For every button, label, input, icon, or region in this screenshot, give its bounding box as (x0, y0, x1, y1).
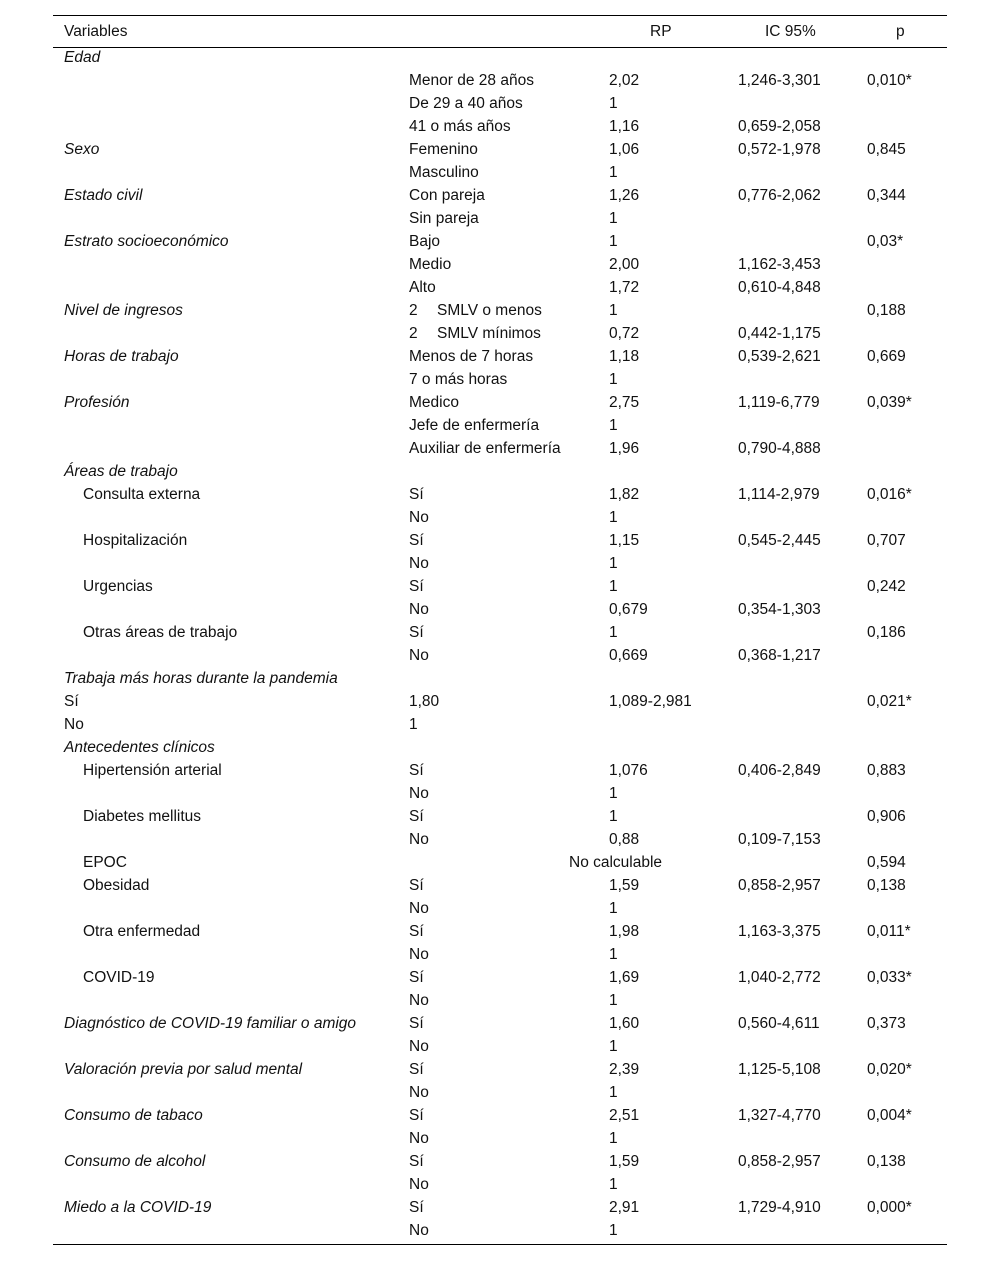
variable-cell: Horas de trabajo (64, 348, 179, 365)
variable-cell: Otras áreas de trabajo (83, 624, 238, 641)
variable-cell: No (64, 716, 84, 733)
rp-cell: 0,679 (609, 601, 648, 618)
category-cell: Alto (409, 279, 436, 296)
category-cell: 7 o más horas (409, 371, 508, 388)
variable-cell: Obesidad (83, 877, 150, 894)
ic95-cell: 1,125-5,108 (738, 1061, 821, 1078)
rp-cell: 1 (609, 578, 618, 595)
ic95-cell: 0,354-1,303 (738, 601, 821, 618)
p-value-cell: 0,707 (867, 532, 906, 549)
category-cell: No (409, 555, 429, 572)
ic95-cell: 0,790-4,888 (738, 440, 821, 457)
rp-cell: 1 (609, 1038, 618, 1055)
rp-cell: 0,88 (609, 831, 640, 848)
table-row (53, 1152, 947, 1175)
category-text: SMLV o menos (437, 302, 542, 319)
rp-cell: 1 (609, 509, 618, 526)
table-row (53, 1060, 947, 1083)
variable-cell: Antecedentes clínicos (64, 739, 215, 756)
category-cell: Sí (409, 578, 424, 595)
table-row (53, 715, 947, 738)
ic95-cell: 0,406-2,849 (738, 762, 821, 779)
category-cell: No (409, 647, 429, 664)
category-cell: Sí (409, 762, 424, 779)
category-cell (409, 302, 542, 320)
table-row (53, 1083, 947, 1106)
ic95-cell: 1,040-2,772 (738, 969, 821, 986)
category-cell: Sí (409, 532, 424, 549)
table-row (53, 922, 947, 945)
p-value-cell: 0,010* (867, 72, 912, 89)
rp-cell: 1,72 (609, 279, 640, 296)
variable-cell: Trabaja más horas durante la pandemia (64, 670, 338, 687)
variable-cell: Edad (64, 49, 101, 66)
p-value-cell: 0,000* (867, 1199, 912, 1216)
table-row (53, 94, 947, 117)
rp-cell: 1,98 (609, 923, 640, 940)
variable-cell: Urgencias (83, 578, 153, 595)
p-value-cell: 0,03* (867, 233, 904, 250)
table-row (53, 140, 947, 163)
category-cell: Masculino (409, 164, 479, 181)
rp-cell: 2,91 (609, 1199, 640, 1216)
ic95-cell: 1,163-3,375 (738, 923, 821, 940)
rp-cell: 1,60 (609, 1015, 640, 1032)
ic95-cell: 0,368-1,217 (738, 647, 821, 664)
category-text: SMLV mínimos (437, 325, 541, 342)
table-row (53, 324, 947, 347)
p-value-cell: 0,011* (867, 923, 911, 940)
variable-cell: Sí (64, 693, 79, 710)
category-cell: Bajo (409, 233, 441, 250)
p-value-cell: 0,039* (867, 394, 912, 411)
rp-cell: 2,51 (609, 1107, 640, 1124)
p-value-cell: 0,186 (867, 624, 906, 641)
table-row (53, 669, 947, 692)
category-cell: Sí (409, 969, 424, 986)
ic95-cell: 1,729-4,910 (738, 1199, 821, 1216)
rp-cell: 1 (609, 808, 618, 825)
category-cell: No (409, 1130, 429, 1147)
category-cell: Sí (409, 923, 424, 940)
table-row (53, 531, 947, 554)
header-p: p (896, 23, 905, 40)
category-cell: Femenino (409, 141, 478, 158)
table-row (53, 784, 947, 807)
p-value-cell: 0,883 (867, 762, 906, 779)
variable-cell: Miedo a la COVID-19 (64, 1199, 212, 1216)
category-cell: No (409, 1084, 429, 1101)
table-row (53, 439, 947, 462)
table-row (53, 48, 947, 71)
table-row (53, 1014, 947, 1037)
category-number: 2 (409, 325, 418, 342)
rp-cell: 1,59 (609, 1153, 640, 1170)
table-row (53, 117, 947, 140)
table-row (53, 646, 947, 669)
category-cell: Jefe de enfermería (409, 417, 540, 434)
rp-cell: 1,18 (609, 348, 640, 365)
p-value-cell: 0,033* (867, 969, 912, 986)
p-value-cell: 0,906 (867, 808, 906, 825)
header-ic95: IC 95% (765, 23, 816, 40)
rp-cell: 1,82 (609, 486, 640, 503)
ic95-cell: 0,442-1,175 (738, 325, 821, 342)
rp-cell: 0,72 (609, 325, 640, 342)
table-row (53, 1037, 947, 1060)
p-value-cell: 0,845 (867, 141, 906, 158)
table-row (53, 899, 947, 922)
rp-cell: 1 (609, 624, 618, 641)
rp-cell: 1 (609, 417, 618, 434)
category-number: 2 (409, 302, 418, 319)
header-rp: RP (650, 23, 672, 40)
table-body (53, 48, 947, 1244)
rp-cell: 1 (609, 1222, 618, 1239)
results-table (53, 15, 947, 1245)
ic95-cell: 0,610-4,848 (738, 279, 821, 296)
table-row (53, 370, 947, 393)
rp-cell: 1 (609, 233, 618, 250)
category-cell: Sin pareja (409, 210, 479, 227)
ic95-cell: 0,659-2,058 (738, 118, 821, 135)
table-row (53, 278, 947, 301)
rp-cell: 1 (609, 900, 618, 917)
table-row (53, 416, 947, 439)
category-cell: Sí (409, 1015, 424, 1032)
category-cell: No (409, 1038, 429, 1055)
category-cell: No (409, 1176, 429, 1193)
variable-cell: Sexo (64, 141, 100, 158)
ic95-cell: 1,162-3,453 (738, 256, 821, 273)
category-cell: Con pareja (409, 187, 485, 204)
table-row (53, 209, 947, 232)
table-row (53, 255, 947, 278)
category-cell: De 29 a 40 años (409, 95, 523, 112)
ic95-cell: 0,539-2,621 (738, 348, 821, 365)
rp-cell: 2,39 (609, 1061, 640, 1078)
category-cell: Menor de 28 años (409, 72, 534, 89)
category-cell: No (409, 509, 429, 526)
p-value-cell: 0,344 (867, 187, 906, 204)
category-cell: Auxiliar de enfermería (409, 440, 561, 457)
rp-cell: 2,02 (609, 72, 640, 89)
rp-cell: 2,00 (609, 256, 640, 273)
table-row (53, 508, 947, 531)
p-value-cell: 0,138 (867, 1153, 906, 1170)
rp-cell: 1,59 (609, 877, 640, 894)
category-cell: Sí (409, 1153, 424, 1170)
table-row (53, 807, 947, 830)
ic95-cell: 0,858-2,957 (738, 1153, 821, 1170)
category-cell: 1 (409, 716, 418, 733)
p-value-cell: 0,594 (867, 854, 906, 871)
ic95-cell: 0,858-2,957 (738, 877, 821, 894)
table-row (53, 738, 947, 761)
table-row (53, 485, 947, 508)
category-cell: No (409, 946, 429, 963)
p-value-cell: 0,373 (867, 1015, 906, 1032)
table-row (53, 600, 947, 623)
table-row (53, 876, 947, 899)
table-row (53, 1221, 947, 1244)
table-row (53, 853, 947, 876)
category-cell: Medico (409, 394, 459, 411)
variable-cell: Estrato socioeconómico (64, 233, 229, 250)
bottom-rule (53, 1244, 947, 1245)
rp-cell: 1 (609, 1084, 618, 1101)
ic95-cell: 0,560-4,611 (738, 1015, 820, 1032)
ic95-cell: 0,776-2,062 (738, 187, 821, 204)
rp-cell: 1 (609, 164, 618, 181)
category-cell: Menos de 7 horas (409, 348, 534, 365)
table-row (53, 1175, 947, 1198)
p-value-cell: 0,188 (867, 302, 906, 319)
table-row (53, 393, 947, 416)
table-row (53, 71, 947, 94)
rp-cell: 1,076 (609, 762, 648, 779)
ic95-cell: 0,109-7,153 (738, 831, 821, 848)
rp-cell: 1 (609, 302, 618, 319)
table-row (53, 623, 947, 646)
rp-cell: 2,75 (609, 394, 640, 411)
table-header (53, 16, 947, 47)
table-row (53, 991, 947, 1014)
rp-cell: 1 (609, 946, 618, 963)
variable-cell: Nivel de ingresos (64, 302, 183, 319)
category-cell: Sí (409, 1199, 424, 1216)
rp-cell: 1 (609, 1176, 618, 1193)
ic95-cell: 1,114-2,979 (738, 486, 820, 503)
p-value-cell: 0,004* (867, 1107, 912, 1124)
table-row (53, 301, 947, 324)
table-row (53, 186, 947, 209)
rp-cell: 1,16 (609, 118, 640, 135)
table-row (53, 1198, 947, 1221)
variable-cell: Hospitalización (83, 532, 188, 549)
variable-cell: Consumo de tabaco (64, 1107, 203, 1124)
variable-cell: EPOC (83, 854, 127, 871)
rp-cell: 1 (609, 1130, 618, 1147)
variable-cell: Otra enfermedad (83, 923, 201, 940)
category-cell: Sí (409, 624, 424, 641)
p-value-cell: 0,242 (867, 578, 906, 595)
rp-cell: 0,669 (609, 647, 648, 664)
table-row (53, 945, 947, 968)
category-cell: No (409, 992, 429, 1009)
rp-cell: 1 (609, 210, 618, 227)
rp-cell: 1,06 (609, 141, 640, 158)
category-cell: No (409, 785, 429, 802)
merged-cell: No calculable (569, 854, 663, 871)
table-row (53, 1129, 947, 1152)
category-cell: Sí (409, 808, 424, 825)
rp-cell: 1,26 (609, 187, 640, 204)
variable-cell: Hipertensión arterial (83, 762, 222, 779)
category-cell: 1,80 (409, 693, 440, 710)
category-cell: Sí (409, 1061, 424, 1078)
p-value-cell: 0,021* (867, 693, 912, 710)
table-row (53, 232, 947, 255)
ic95-cell: 0,572-1,978 (738, 141, 821, 158)
table-row (53, 554, 947, 577)
variable-cell: Estado civil (64, 187, 143, 204)
table-row (53, 968, 947, 991)
header-variables: Variables (64, 23, 128, 40)
variable-cell: Áreas de trabajo (64, 463, 178, 480)
p-value-cell: 0,669 (867, 348, 906, 365)
table-row (53, 692, 947, 715)
p-value-cell: 0,020* (867, 1061, 912, 1078)
category-cell: Sí (409, 1107, 424, 1124)
table-row (53, 830, 947, 853)
ic95-cell: 1,119-6,779 (738, 394, 820, 411)
rp-cell: 1 (609, 371, 618, 388)
variable-cell: Diabetes mellitus (83, 808, 202, 825)
variable-cell: Diagnóstico de COVID-19 familiar o amigo (64, 1015, 357, 1032)
table-row (53, 1106, 947, 1129)
ic95-cell: 1,246-3,301 (738, 72, 821, 89)
table-row (53, 347, 947, 370)
category-cell: Medio (409, 256, 452, 273)
variable-cell: Consulta externa (83, 486, 201, 503)
rp-cell: 1,15 (609, 532, 640, 549)
p-value-cell: 0,016* (867, 486, 912, 503)
category-cell: 41 o más años (409, 118, 511, 135)
category-cell: Sí (409, 877, 424, 894)
table-row (53, 462, 947, 485)
variable-cell: Consumo de alcohol (64, 1153, 206, 1170)
p-value-cell: 0,138 (867, 877, 906, 894)
rp-cell: 1,69 (609, 969, 640, 986)
category-cell: No (409, 831, 429, 848)
table-row (53, 163, 947, 186)
ic95-cell: 0,545-2,445 (738, 532, 821, 549)
rp-cell: 1,96 (609, 440, 640, 457)
category-cell: No (409, 601, 429, 618)
rp-cell: 1 (609, 785, 618, 802)
ic95-cell: 1,327-4,770 (738, 1107, 821, 1124)
variable-cell: COVID-19 (83, 969, 155, 986)
rp-cell: 1 (609, 555, 618, 572)
variable-cell: Valoración previa por salud mental (64, 1061, 303, 1078)
rp-cell: 1,089-2,981 (609, 693, 692, 710)
category-cell: Sí (409, 486, 424, 503)
category-cell: No (409, 1222, 429, 1239)
table-row (53, 761, 947, 784)
category-cell (409, 325, 541, 343)
rp-cell: 1 (609, 992, 618, 1009)
rp-cell: 1 (609, 95, 618, 112)
category-cell: No (409, 900, 429, 917)
variable-cell: Profesión (64, 394, 130, 411)
table-row (53, 577, 947, 600)
